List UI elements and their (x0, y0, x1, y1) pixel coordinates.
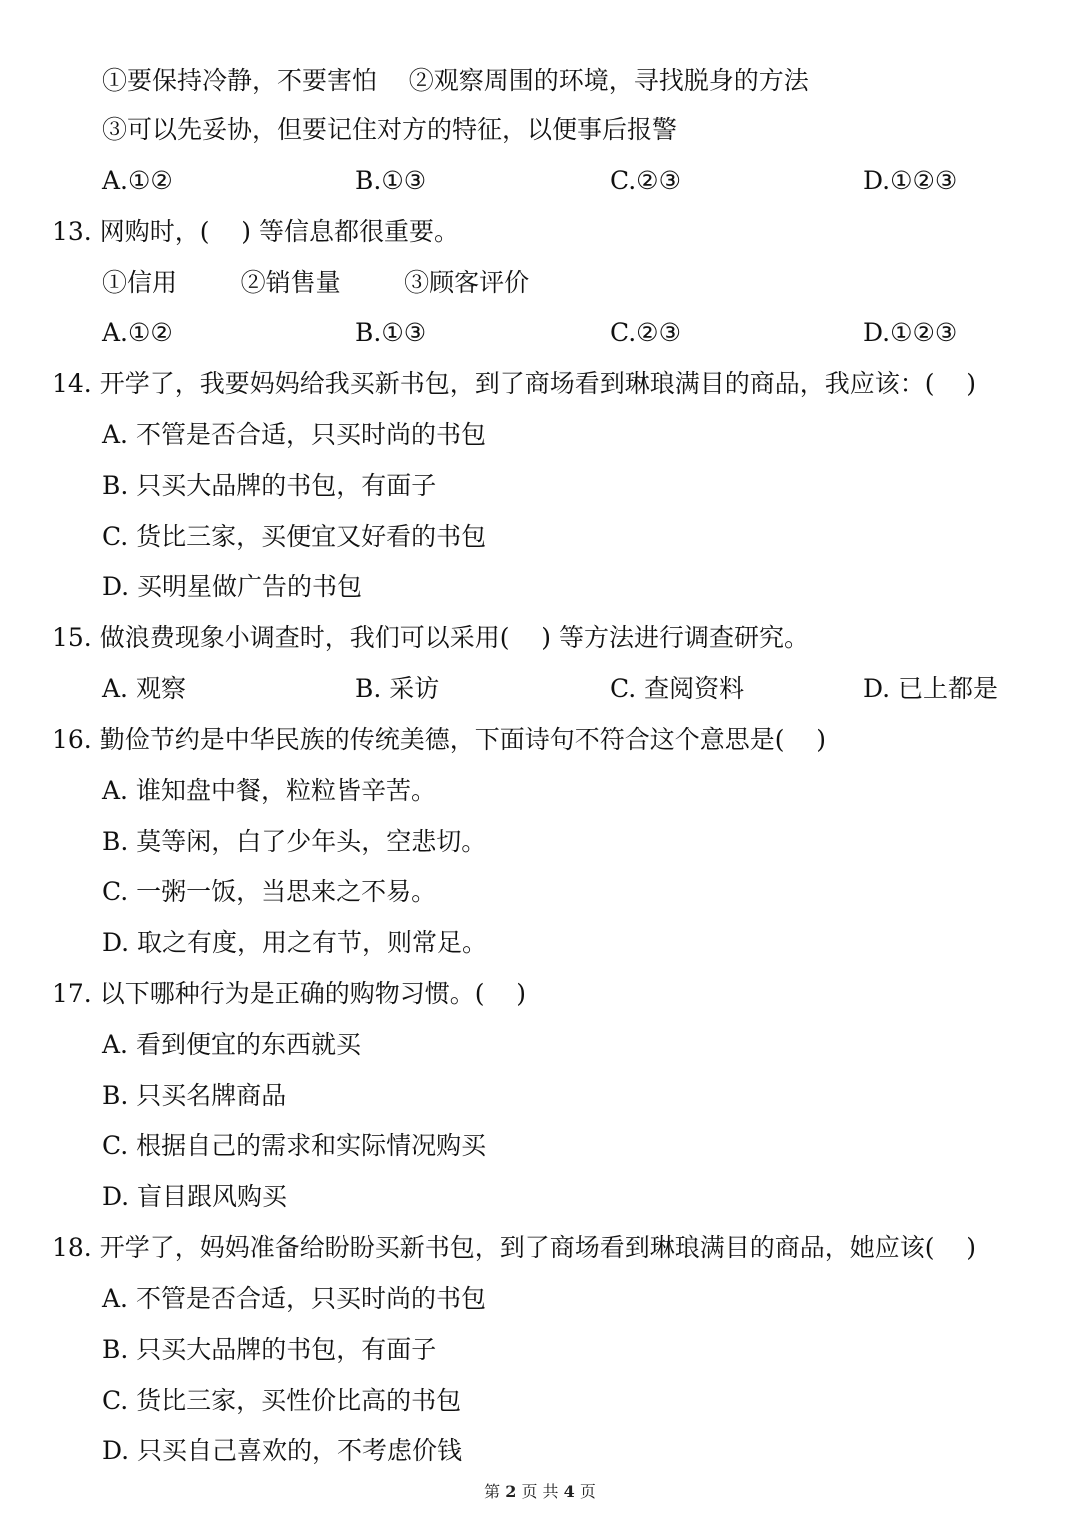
q15-choice-d: D. 已上都是 (863, 674, 999, 703)
q18-option-a: A. 不管是否合适，只买时尚的书包 (102, 1284, 486, 1313)
q16-option-b: B. 莫等闲，白了少年头，空悲切。 (102, 827, 487, 856)
footer-mid: 页 共 (521, 1482, 559, 1501)
page-footer (0, 1480, 1080, 1504)
q15-choice-a: A. 观察 (102, 674, 186, 703)
q15-choice-b: B. 采访 (355, 674, 440, 703)
q12-choice-b: B.①③ (355, 166, 427, 195)
q16-option-d: D. 取之有度，用之有节，则常足。 (102, 928, 488, 957)
q12-choice-c: C.②③ (610, 166, 682, 195)
footer-total-pages: 4 (563, 1482, 575, 1501)
q13-items: ①信用 ②销售量 ③顾客评价 (102, 268, 530, 297)
footer-page-number: 2 (505, 1482, 517, 1501)
q15-choice-c: C. 查阅资料 (610, 674, 745, 703)
q13-choice-c: C.②③ (610, 318, 682, 347)
q18-option-d: D. 只买自己喜欢的，不考虑价钱 (102, 1436, 463, 1465)
q17-option-b: B. 只买名牌商品 (102, 1081, 287, 1110)
q12-choice-a: A.①② (102, 166, 173, 195)
footer-prefix: 第 (484, 1482, 501, 1501)
q12-option-line-1: ①要保持冷静，不要害怕 ②观察周围的环境，寻找脱身的方法 (102, 66, 809, 95)
q14-stem: 14. 开学了，我要妈妈给我买新书包，到了商场看到琳琅满目的商品，我应该：( ) (52, 369, 977, 398)
q16-option-a: A. 谁知盘中餐，粒粒皆辛苦。 (102, 776, 436, 805)
q18-stem: 18. 开学了，妈妈准备给盼盼买新书包，到了商场看到琳琅满目的商品，她应该( ) (52, 1233, 977, 1262)
q17-option-a: A. 看到便宜的东西就买 (102, 1030, 361, 1059)
q14-option-d: D. 买明星做广告的书包 (102, 572, 363, 601)
q18-option-c: C. 货比三家，买性价比高的书包 (102, 1386, 462, 1415)
q13-stem: 13. 网购时，( ) 等信息都很重要。 (52, 217, 459, 246)
q14-option-b: B. 只买大品牌的书包，有面子 (102, 471, 437, 500)
q12-choice-d: D.①②③ (863, 166, 958, 195)
q18-option-b: B. 只买大品牌的书包，有面子 (102, 1335, 437, 1364)
q13-choice-d: D.①②③ (863, 318, 958, 347)
q15-stem: 15. 做浪费现象小调查时，我们可以采用( ) 等方法进行调查研究。 (52, 623, 809, 652)
q13-choice-a: A.①② (102, 318, 173, 347)
q17-option-c: C. 根据自己的需求和实际情况购买 (102, 1131, 487, 1160)
q17-option-d: D. 盲目跟风购买 (102, 1182, 288, 1211)
q14-option-a: A. 不管是否合适，只买时尚的书包 (102, 420, 486, 449)
q12-option-line-2: ③可以先妥协，但要记住对方的特征，以便事后报警 (102, 115, 678, 144)
q16-stem: 16. 勤俭节约是中华民族的传统美德，下面诗句不符合这个意思是( ) (52, 725, 827, 754)
q16-option-c: C. 一粥一饭，当思来之不易。 (102, 877, 437, 906)
q17-stem: 17. 以下哪种行为是正确的购物习惯。( ) (52, 979, 527, 1008)
q13-choice-b: B.①③ (355, 318, 427, 347)
q14-option-c: C. 货比三家，买便宜又好看的书包 (102, 522, 487, 551)
footer-suffix: 页 (579, 1482, 596, 1501)
